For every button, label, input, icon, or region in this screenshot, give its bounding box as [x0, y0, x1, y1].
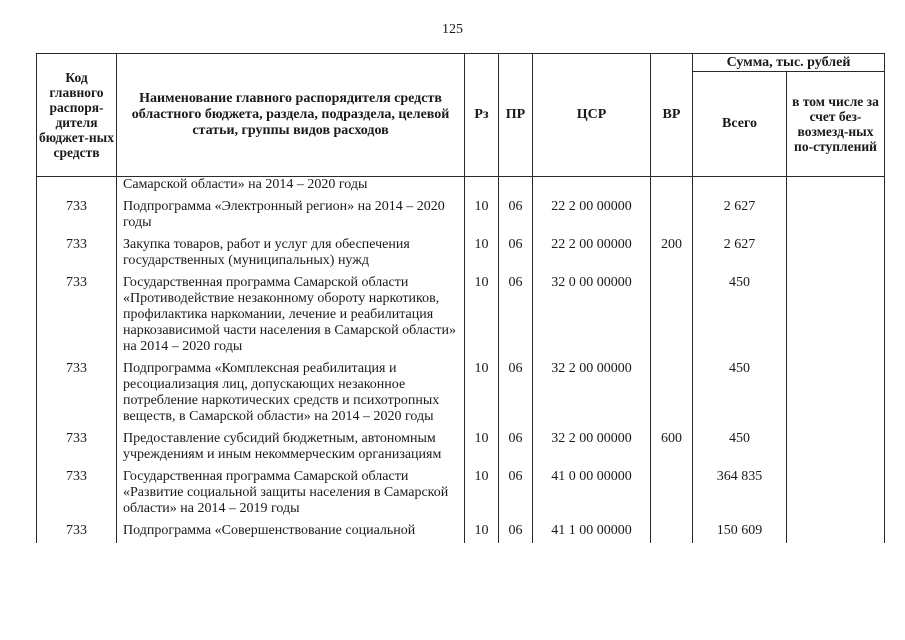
header-vr: ВР [651, 54, 693, 177]
cell-vr [651, 521, 693, 543]
cell-name: Закупка товаров, работ и услуг для обеспечения государственных (муниципальных) нужд [117, 235, 465, 273]
cell-rz: 10 [465, 429, 499, 467]
header-name: Наименование главного распорядителя средств областного бюджета, раздела, подраздела, целевой статьи, группы видов расходов [117, 54, 465, 177]
cell-code: 733 [37, 197, 117, 235]
cell-csr: 22 2 00 00000 [533, 197, 651, 235]
budget-table [36, 53, 885, 543]
page-number: 125 [442, 22, 463, 37]
header-csr: ЦСР [533, 54, 651, 177]
cell-rz: 10 [465, 467, 499, 521]
cell-total: 450 [693, 273, 787, 359]
cell-pr: 06 [499, 359, 533, 429]
cell-csr: 22 2 00 00000 [533, 235, 651, 273]
cell-csr [533, 177, 651, 198]
table-header [37, 54, 885, 177]
cell-pr: 06 [499, 273, 533, 359]
cell-total [693, 177, 787, 198]
table-row [37, 521, 885, 543]
header-total: Всего [693, 72, 787, 177]
table-row [37, 197, 885, 235]
cell-csr: 32 0 00 00000 [533, 273, 651, 359]
cell-total: 150 609 [693, 521, 787, 543]
table-row [37, 359, 885, 429]
cell-including [787, 177, 885, 198]
cell-including [787, 429, 885, 467]
cell-total: 364 835 [693, 467, 787, 521]
cell-pr: 06 [499, 197, 533, 235]
cell-name: Подпрограмма «Электронный регион» на 2014 – 2020 годы [117, 197, 465, 235]
cell-code: 733 [37, 467, 117, 521]
cell-name: Предоставление субсидий бюджетным, автономным учреждениям и иным некоммерческим организациям [117, 429, 465, 467]
cell-name: Государственная программа Самарской области «Противодействие незаконному обороту наркотиков, профилактика наркомании, лечение и реабилитация наркозависимой части населения в Самарской области» на 2014 – 2020 годы [117, 273, 465, 359]
cell-csr: 41 0 00 00000 [533, 467, 651, 521]
cell-vr: 200 [651, 235, 693, 273]
cell-name: Подпрограмма «Комплексная реабилитация и ресоциализация лиц, допускающих незаконное потребление наркотических средств и психотропных веществ, в Самарской области» на 2014 – 2020 годы [117, 359, 465, 429]
header-including: в том числе за счет без-возмезд-ных по-ступлений [787, 72, 885, 177]
cell-code: 733 [37, 429, 117, 467]
cell-total: 2 627 [693, 197, 787, 235]
cell-including [787, 197, 885, 235]
cell-vr [651, 197, 693, 235]
cell-code: 733 [37, 273, 117, 359]
cell-pr [499, 177, 533, 198]
table-row [37, 177, 885, 198]
cell-code: 733 [37, 359, 117, 429]
cell-vr [651, 177, 693, 198]
table-row [37, 429, 885, 467]
cell-csr: 32 2 00 00000 [533, 429, 651, 467]
cell-including [787, 359, 885, 429]
cell-including [787, 521, 885, 543]
cell-vr [651, 359, 693, 429]
cell-code: 733 [37, 521, 117, 543]
cell-including [787, 273, 885, 359]
cell-rz: 10 [465, 359, 499, 429]
cell-csr: 41 1 00 00000 [533, 521, 651, 543]
header-code: Код главного распоря-дителя бюджет-ных средств [37, 54, 117, 177]
cell-rz: 10 [465, 521, 499, 543]
cell-rz: 10 [465, 235, 499, 273]
cell-pr: 06 [499, 521, 533, 543]
cell-vr [651, 467, 693, 521]
cell-vr: 600 [651, 429, 693, 467]
cell-pr: 06 [499, 467, 533, 521]
cell-name: Самарской области» на 2014 – 2020 годы [117, 177, 465, 198]
cell-total: 450 [693, 429, 787, 467]
cell-rz: 10 [465, 197, 499, 235]
table-row [37, 467, 885, 521]
cell-code: 733 [37, 235, 117, 273]
cell-vr [651, 273, 693, 359]
cell-pr: 06 [499, 235, 533, 273]
cell-name: Государственная программа Самарской области «Развитие социальной защиты населения в Самарской области» на 2014 – 2019 годы [117, 467, 465, 521]
table-row [37, 273, 885, 359]
cell-rz: 10 [465, 273, 499, 359]
table-body [37, 177, 885, 544]
cell-total: 450 [693, 359, 787, 429]
header-rz: Рз [465, 54, 499, 177]
cell-rz [465, 177, 499, 198]
cell-pr: 06 [499, 429, 533, 467]
cell-total: 2 627 [693, 235, 787, 273]
cell-code [37, 177, 117, 198]
cell-csr: 32 2 00 00000 [533, 359, 651, 429]
cell-name: Подпрограмма «Совершенствование социальной [117, 521, 465, 543]
header-pr: ПР [499, 54, 533, 177]
cell-including [787, 467, 885, 521]
header-sum-group: Сумма, тыс. рублей [693, 54, 885, 72]
table-row [37, 235, 885, 273]
cell-including [787, 235, 885, 273]
